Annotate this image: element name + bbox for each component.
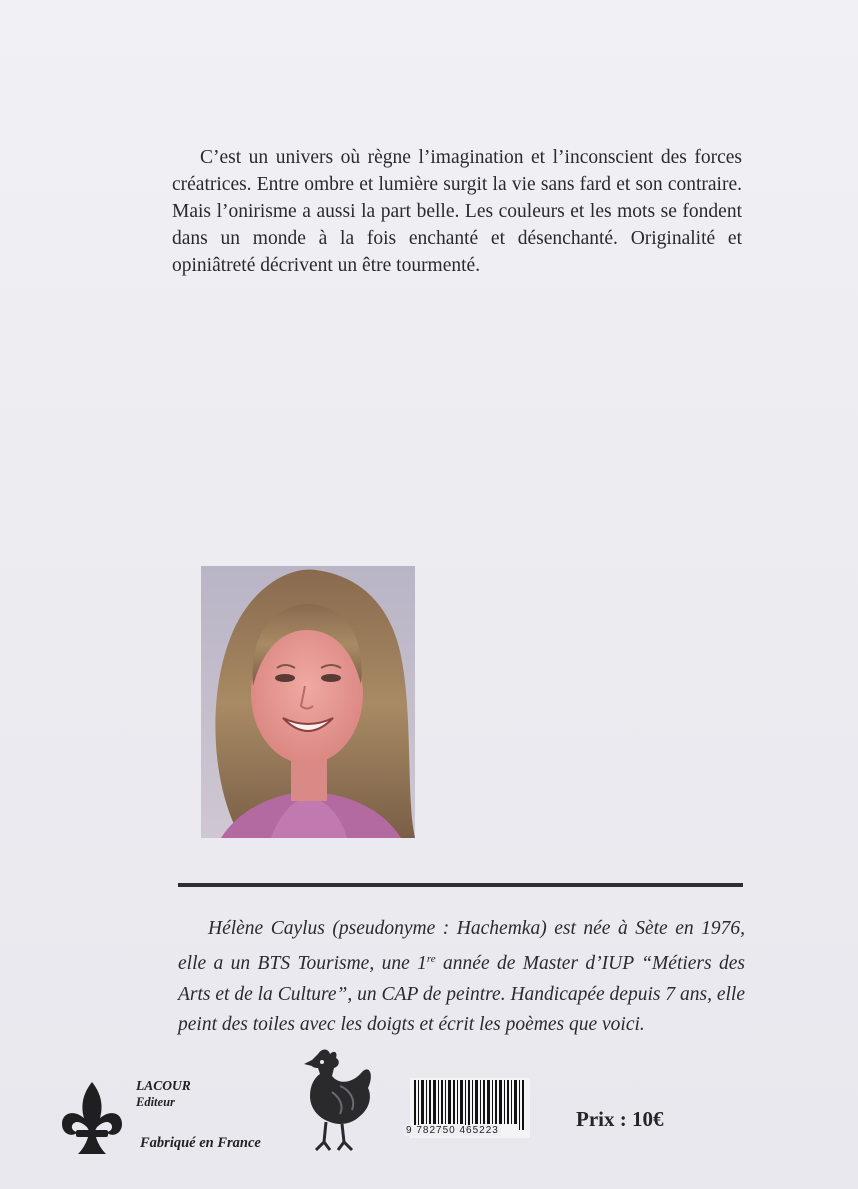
author-photo <box>201 566 415 838</box>
rooster-icon <box>296 1046 374 1154</box>
bio-text-part2: année de Master d’IUP “Métiers des Arts et de la Culture”, un CAP de peintre. Handicapée depuis 7 ans, elle peint des toiles avec les doigts et écrit les poèmes que voici. <box>178 953 745 1035</box>
made-in-label: Fabriqué en France <box>140 1135 261 1151</box>
blurb-text: C’est un univers où règne l’imagination et l’inconscient des forces créatrices. Entre ombre et lumière surgit la vie sans fard et son contraire. Mais l’onirisme a aussi la part belle. Les couleurs et les mots se fondent dans un monde à la fois enchanté et désenchanté. Originalité et opiniâtreté décrivent un être tourmenté. <box>172 146 742 277</box>
publisher-block <box>136 1077 191 1111</box>
publisher-role: Editeur <box>136 1095 175 1109</box>
price-label: Prix : 10€ <box>576 1107 664 1131</box>
author-portrait <box>201 566 415 838</box>
bio-superscript: re <box>426 953 436 965</box>
blurb-paragraph <box>172 144 742 280</box>
barcode-number: 9 782750 465223 <box>406 1125 499 1136</box>
bio-text-part1: Hélène Caylus (pseudonyme : Hachemka) est née à Sète en 1976, elle a un BTS Tourisme, une 1 <box>178 917 745 974</box>
publisher-name: LACOUR <box>136 1078 191 1093</box>
author-bio <box>178 914 745 1041</box>
fleur-de-lis-icon <box>58 1078 126 1158</box>
divider-rule <box>178 883 743 887</box>
